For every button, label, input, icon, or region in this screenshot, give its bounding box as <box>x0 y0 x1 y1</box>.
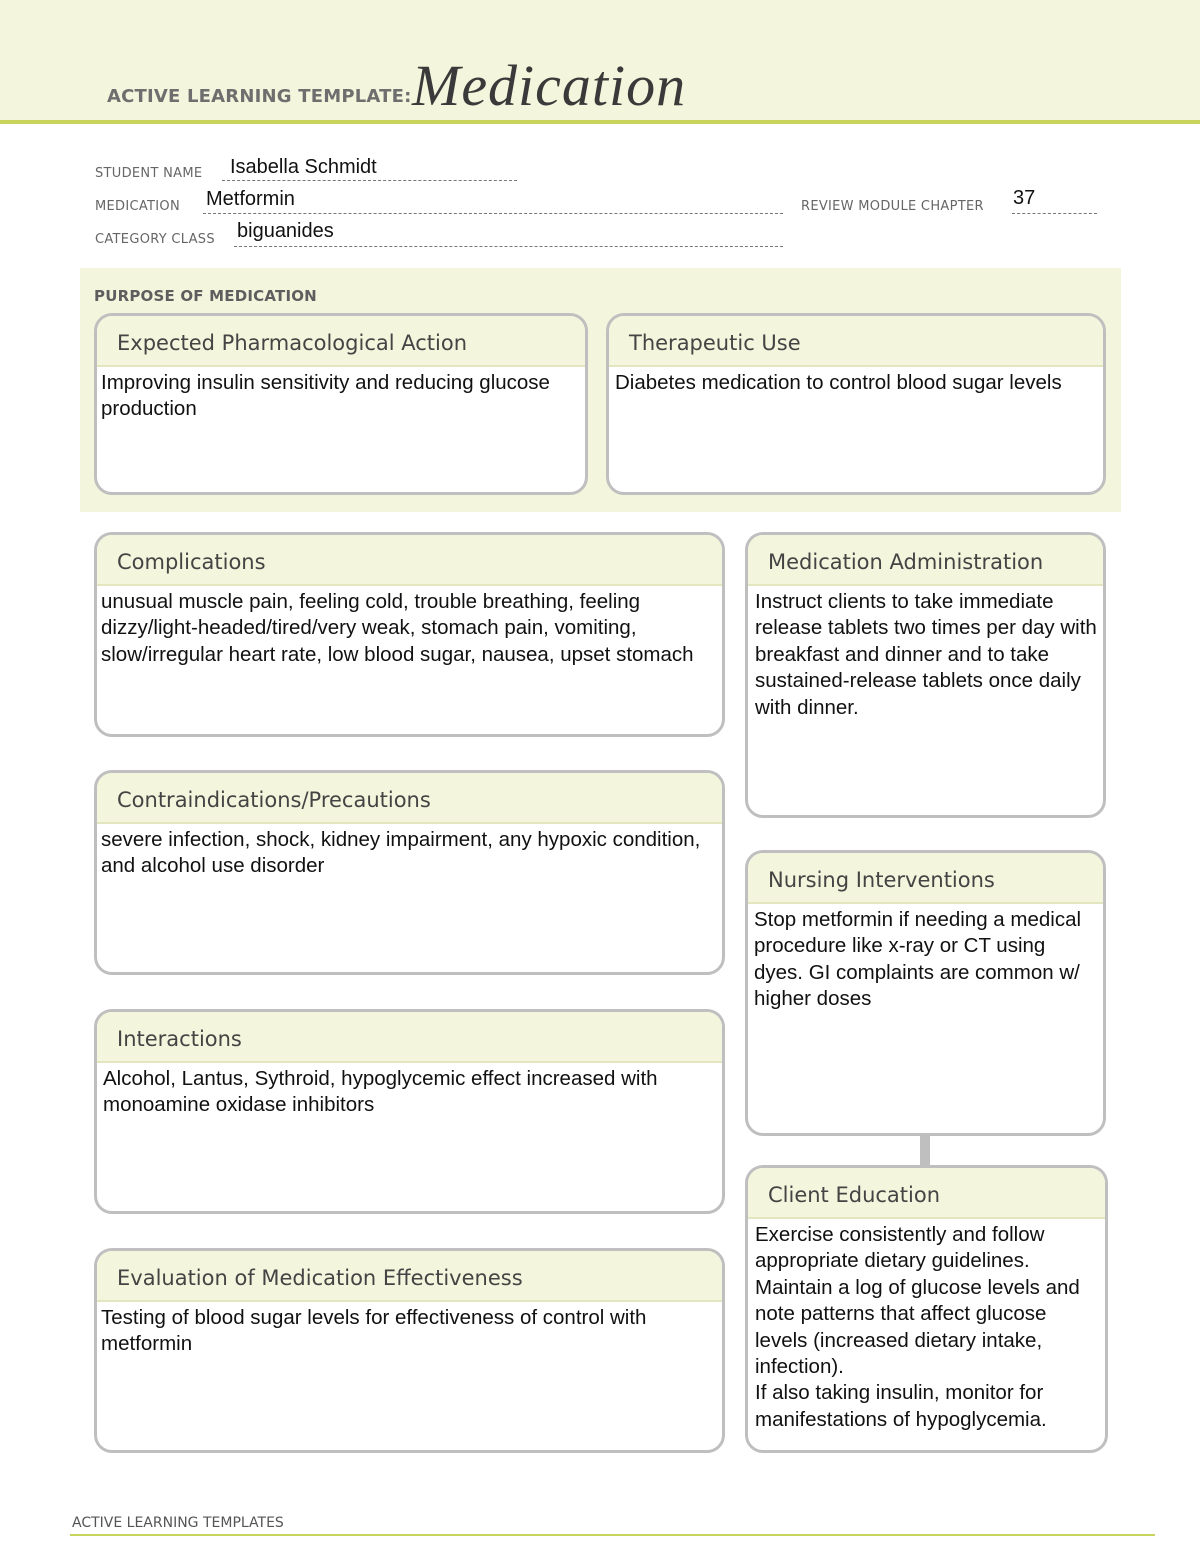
review-module-line <box>1012 213 1097 214</box>
administration-header <box>748 535 1103 586</box>
category-class-field[interactable]: biguanides <box>237 220 334 242</box>
administration-title: Medication Administration <box>768 550 1044 574</box>
student-name-label: STUDENT NAME <box>95 166 203 181</box>
expected-action-header <box>97 316 585 367</box>
complications-box <box>94 532 725 737</box>
evaluation-title: Evaluation of Medication Effectiveness <box>117 1266 523 1290</box>
client-education-text[interactable] <box>755 1222 1099 1433</box>
review-module-label: REVIEW MODULE CHAPTER <box>801 199 984 214</box>
nursing-interventions-title: Nursing Interventions <box>768 868 995 892</box>
purpose-title: PURPOSE OF MEDICATION <box>94 287 317 305</box>
medication-field[interactable]: Metformin <box>206 188 295 210</box>
client-education-box <box>745 1165 1108 1453</box>
box-connector <box>920 1135 930 1165</box>
contraindications-text[interactable]: severe infection, shock, kidney impairment, any hypoxic condition, and alcohol use disorder <box>101 828 701 878</box>
student-name-field[interactable]: Isabella Schmidt <box>230 156 377 178</box>
category-class-line <box>234 246 783 247</box>
medication-label: MEDICATION <box>95 199 180 214</box>
client-education-header <box>748 1168 1105 1219</box>
evaluation-box <box>94 1248 725 1453</box>
evaluation-header <box>97 1251 722 1302</box>
administration-text[interactable]: Instruct clients to take immediate release tablets two times per day with breakfast and dinner and to take sustained-release tablets once daily with dinner. <box>755 590 1097 719</box>
evaluation-text[interactable]: Testing of blood sugar levels for effectiveness of control with metformin <box>101 1306 647 1356</box>
nursing-interventions-box <box>745 850 1106 1136</box>
client-education-paragraph-2: If also taking insulin, monitor for manifestations of hypoglycemia. <box>755 1381 1047 1431</box>
complications-title: Complications <box>117 550 266 574</box>
template-label: ACTIVE LEARNING TEMPLATE: <box>107 86 412 107</box>
expected-action-text[interactable]: Improving insulin sensitivity and reducing glucose production <box>101 371 550 421</box>
footer-label: ACTIVE LEARNING TEMPLATES <box>72 1515 284 1531</box>
page-title: Medication <box>412 53 687 118</box>
footer-rule <box>70 1534 1155 1536</box>
contraindications-header <box>97 773 722 824</box>
interactions-text[interactable]: Alcohol, Lantus, Sythroid, hypoglycemic effect increased with monoamine oxidase inhibitors <box>103 1067 658 1117</box>
client-education-title: Client Education <box>768 1183 941 1207</box>
therapeutic-use-header <box>609 316 1103 367</box>
therapeutic-use-box <box>606 313 1106 495</box>
complications-text[interactable]: unusual muscle pain, feeling cold, trouble breathing, feeling dizzy/light-headed/tired/very weak, stomach pain, vomiting, slow/irregular heart rate, low blood sugar, nausea, upset stomach <box>101 590 694 666</box>
review-module-field[interactable]: 37 <box>1013 187 1036 209</box>
interactions-header <box>97 1012 722 1063</box>
complications-header <box>97 535 722 586</box>
student-name-line <box>222 180 517 181</box>
expected-action-box <box>94 313 588 495</box>
nursing-interventions-header <box>748 853 1103 904</box>
administration-box <box>745 532 1106 818</box>
contraindications-title: Contraindications/Precautions <box>117 788 431 812</box>
therapeutic-use-text[interactable]: Diabetes medication to control blood sugar levels <box>615 371 1062 394</box>
category-class-label: CATEGORY CLASS <box>95 232 215 247</box>
nursing-interventions-text[interactable]: Stop metformin if needing a medical procedure like x-ray or CT using dyes. GI complaints are common w/ higher doses <box>754 908 1082 1011</box>
client-education-paragraph-1: Exercise consistently and follow appropriate dietary guidelines. Maintain a log of glucose levels and note patterns that affect glucose levels (increased dietary intake, infection). <box>755 1223 1080 1379</box>
expected-action-title: Expected Pharmacological Action <box>117 331 468 355</box>
interactions-box <box>94 1009 725 1214</box>
therapeutic-use-title: Therapeutic Use <box>629 331 801 355</box>
medication-line <box>203 213 783 214</box>
interactions-title: Interactions <box>117 1027 242 1051</box>
contraindications-box <box>94 770 725 975</box>
